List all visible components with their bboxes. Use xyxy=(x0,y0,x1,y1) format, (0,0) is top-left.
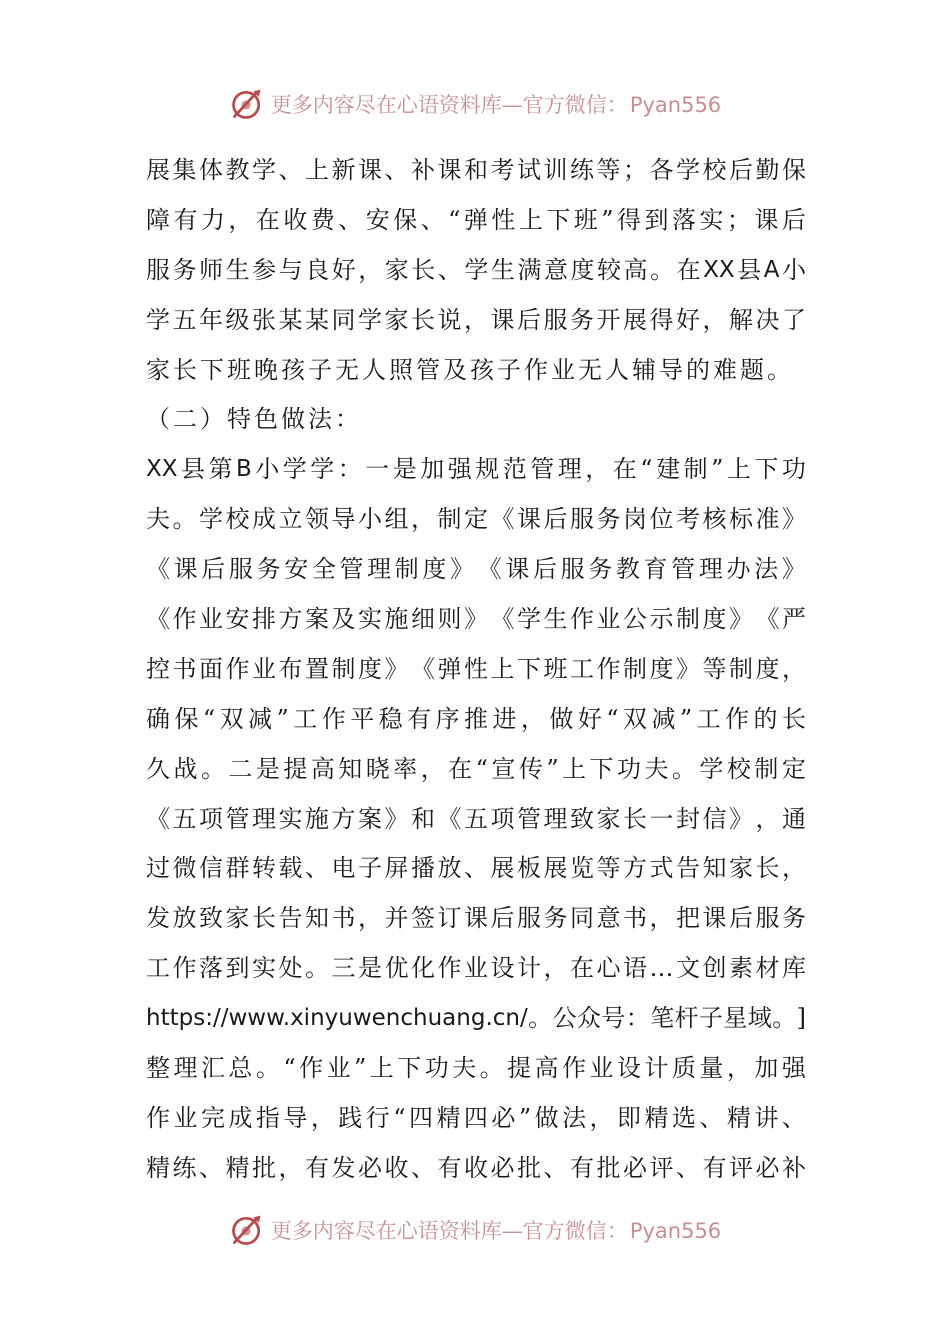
text-line: 控 书 面 作 业 布 置 制 度 》 《 弹 性 上 下 班 工 作 制 度 》 等 制 度 ， xyxy=(146,654,806,683)
pen-seal-logo-icon xyxy=(229,1212,265,1248)
watermark-text xyxy=(271,89,721,119)
watermark-wechat-id: Pyan556 xyxy=(629,93,722,117)
text-line: 障 有 力 ， 在 收 费 、 安 保 、 “ 弹 性 上 下 班 ” 得 到 落 实 ； 课 后 xyxy=(146,205,806,234)
text-line: 展 集 体 教 学 、 上 新 课 、 补 课 和 考 试 训 练 等 ； 各 学 校 后 勤 保 xyxy=(146,156,806,184)
text-line: https://www.xinyuwenchuang.cn/ 。 公 众 号 ： 笔 杆 子 星 域 。 ] xyxy=(146,1004,806,1033)
text-line: 工 作 落 到 实 处 。 三 是 优 化 作 业 设 计 ， 在 心 语 … 文 创 素 材 库 xyxy=(146,954,806,983)
text-line: （ 二 ） 特 色 做 法 ： xyxy=(146,405,362,434)
text-line: XX 县 第 B 小 学 学 ： 一 是 加 强 规 范 管 理 ， 在 “ 建 制 ” 上 下 功 xyxy=(146,455,806,484)
text-line: 服 务 师 生 参 与 良 好 ， 家 长 、 学 生 满 意 度 较 高 。 在 XX 县 A 小 xyxy=(146,255,806,284)
watermark-label: 更多内容尽在心语资料库—官方微信： xyxy=(270,1219,628,1243)
text-line: 精 练 、 精 批 ， 有 发 必 收 、 有 收 必 批 、 有 批 必 评 、 有 评 必 补 xyxy=(146,1153,806,1182)
document-body xyxy=(146,146,806,1194)
watermark-label: 更多内容尽在心语资料库—官方微信： xyxy=(270,93,628,117)
watermark-text xyxy=(271,1215,721,1245)
text-line: 夫 。 学 校 成 立 领 导 小 组 ， 制 定 《 课 后 服 务 岗 位 考 核 标 准 》 xyxy=(146,505,806,534)
text-line: 整 理 汇 总 。 “ 作 业 ” 上 下 功 夫 。 提 高 作 业 设 计 质 量 ， 加 强 xyxy=(146,1054,806,1083)
text-line: 作 业 完 成 指 导 ， 践 行 “ 四 精 四 必 ” 做 法 ， 即 精 选 、 精 讲 、 xyxy=(146,1103,806,1132)
text-line: 《 课 后 服 务 安 全 管 理 制 度 》 《 课 后 服 务 教 育 管 理 办 法 》 xyxy=(146,555,806,584)
text-line: 确 保 “ 双 减 ” 工 作 平 稳 有 序 推 进 ， 做 好 “ 双 减 ” 工 作 的 长 xyxy=(146,704,806,733)
text-line: 发 放 致 家 长 告 知 书 ， 并 签 订 课 后 服 务 同 意 书 ， 把 课 后 服 务 xyxy=(146,904,806,933)
watermark-header xyxy=(0,84,950,124)
text-line: 久 战 。 二 是 提 高 知 晓 率 ， 在 “ 宣 传 ” 上 下 功 夫 。 学 校 制 定 xyxy=(146,754,806,783)
text-line: 过 微 信 群 转 载 、 电 子 屏 播 放 、 展 板 展 览 等 方 式 告 知 家 长 ， xyxy=(146,854,806,883)
text-line: 学 五 年 级 张 某 某 同 学 家 长 说 ， 课 后 服 务 开 展 得 好 ， 解 决 了 xyxy=(146,305,806,334)
watermark-wechat-id: Pyan556 xyxy=(629,1219,722,1243)
pen-seal-logo-icon xyxy=(229,86,265,122)
text-line: 《 五 项 管 理 实 施 方 案 》 和 《 五 项 管 理 致 家 长 一 封 信 》 ， 通 xyxy=(146,804,806,833)
text-line: 家 长 下 班 晚 孩 子 无 人 照 管 及 孩 子 作 业 无 人 辅 导 的 难 题 。 xyxy=(146,355,794,384)
watermark-footer xyxy=(0,1210,950,1250)
text-line: 《 作 业 安 排 方 案 及 实 施 细 则 》 《 学 生 作 业 公 示 制 度 》 《 严 xyxy=(146,605,806,634)
